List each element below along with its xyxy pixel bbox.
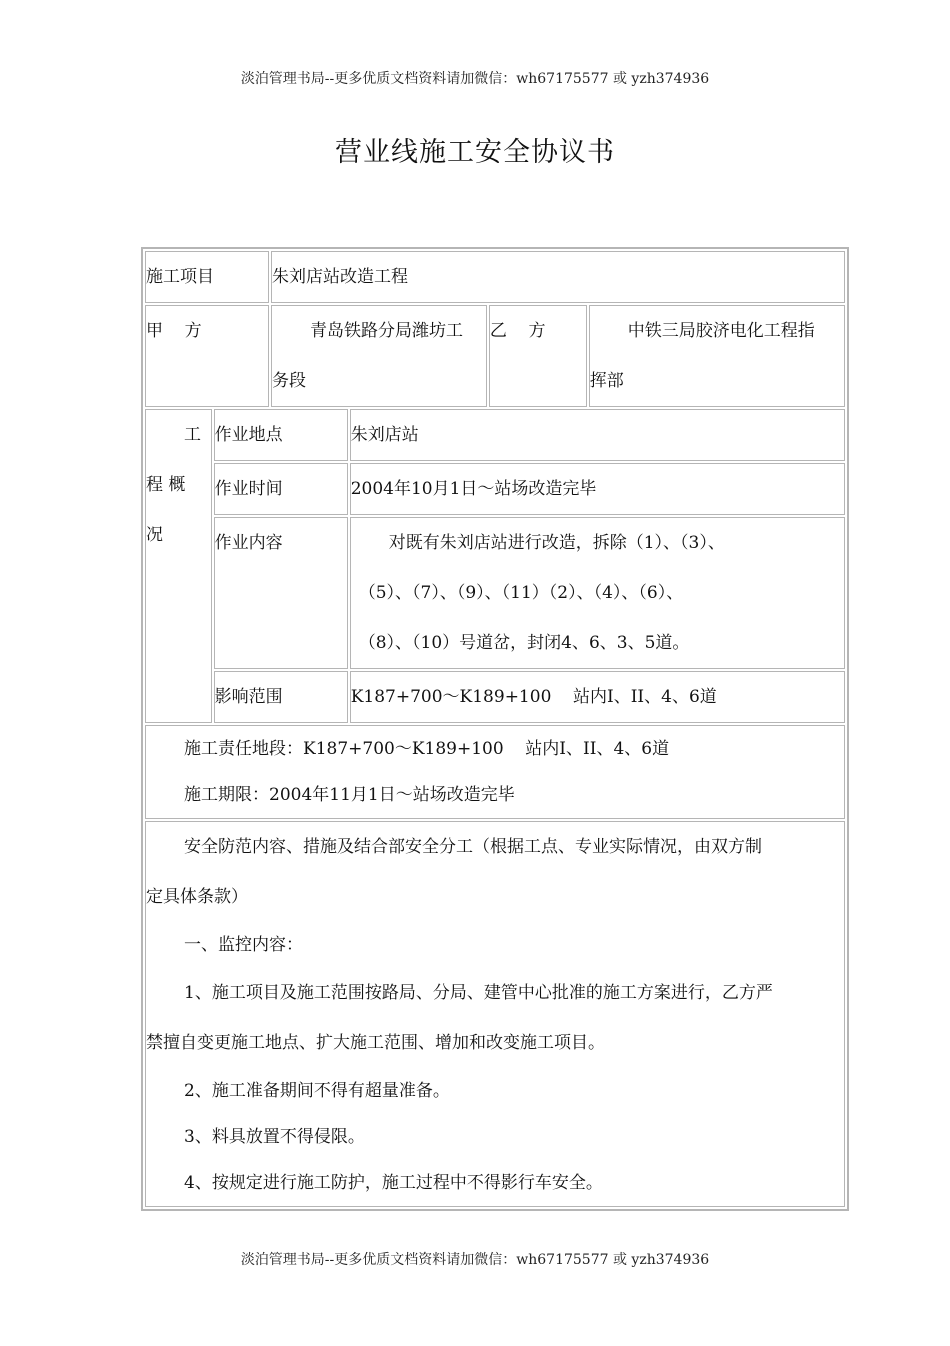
- responsibility-period: 施工期限：2004年11月1日～站场改造完毕: [184, 785, 515, 805]
- party-b-value-line2: 挥部: [589, 371, 624, 391]
- content-label: 作业内容: [214, 517, 348, 669]
- overview-label: [145, 409, 212, 723]
- overview-label-line2: 程 概: [146, 475, 186, 495]
- time-value: 2004年10月1日～站场改造完毕: [350, 463, 845, 515]
- content-value-line3: （8）、（10）号道岔，封闭4、6、3、5道。: [358, 633, 690, 653]
- range-value: K187+700～K189+100 站内Ⅰ、II、4、6道: [350, 671, 845, 723]
- time-label: 作业时间: [214, 463, 348, 515]
- party-b-label: 乙 方: [489, 305, 587, 407]
- overview-row-range: [145, 671, 845, 723]
- page-footer: 淡泊管理书局--更多优质文档资料请加微信：wh67175577 或 yzh374936: [240, 1252, 710, 1268]
- party-b-value-line1: 中铁三局胶济电化工程指: [627, 321, 815, 341]
- document-title: 营业线施工安全协议书: [335, 137, 615, 168]
- project-label: 施工项目: [145, 251, 269, 303]
- party-a-value-line2: 务段: [272, 371, 307, 391]
- party-a-value-line1: 青岛铁路分局潍坊工: [310, 321, 464, 341]
- responsibility-row: [145, 725, 845, 819]
- responsibility-cell: [145, 725, 845, 819]
- location-value: 朱刘店站: [350, 409, 845, 461]
- content-value: [350, 517, 845, 669]
- overview-row-content: [145, 517, 845, 669]
- safety-row: [145, 821, 845, 1207]
- responsibility-section: 施工责任地段：K187+700～K189+100 站内Ⅰ、II、4、6道: [184, 739, 670, 759]
- agreement-table: [141, 247, 849, 1211]
- safety-intro-line1: 安全防范内容、措施及结合部安全分工（根据工点、专业实际情况，由双方制: [184, 837, 762, 857]
- safety-cell: [145, 821, 845, 1207]
- project-row: [145, 251, 845, 303]
- content-value-line1: 对既有朱刘店站进行改造，拆除（1）、（3）、: [388, 533, 725, 553]
- overview-label-line3: 况: [146, 525, 163, 545]
- content-value-line2: （5）、（7）、（9）、（11）（2）、（4）、（6）、: [358, 583, 684, 603]
- overview-label-line1: 工: [184, 425, 201, 445]
- party-b-value: [589, 305, 845, 407]
- project-value: 朱刘店站改造工程: [271, 251, 845, 303]
- location-label: 作业地点: [214, 409, 348, 461]
- safety-item1-line1: 1、施工项目及施工范围按路局、分局、建管中心批准的施工方案进行，乙方严: [184, 983, 773, 1003]
- safety-item3: 3、料具放置不得侵限。: [184, 1127, 365, 1147]
- safety-item2: 2、施工准备期间不得有超量准备。: [184, 1081, 450, 1101]
- safety-intro-line2: 定具体条款）: [146, 887, 248, 907]
- range-label: 影响范围: [214, 671, 348, 723]
- safety-item1-line2: 禁擅自变更施工地点、扩大施工范围、增加和改变施工项目。: [146, 1033, 605, 1053]
- party-a-value: [271, 305, 487, 407]
- safety-item4: 4、按规定进行施工防护，施工过程中不得影行车安全。: [184, 1173, 603, 1193]
- overview-row-location: [145, 409, 845, 461]
- parties-row: [145, 305, 845, 407]
- page-header: 淡泊管理书局--更多优质文档资料请加微信：wh67175577 或 yzh374936: [240, 71, 710, 87]
- safety-heading: 一、监控内容：: [184, 935, 303, 955]
- party-a-label: 甲 方: [145, 305, 269, 407]
- overview-row-time: [145, 463, 845, 515]
